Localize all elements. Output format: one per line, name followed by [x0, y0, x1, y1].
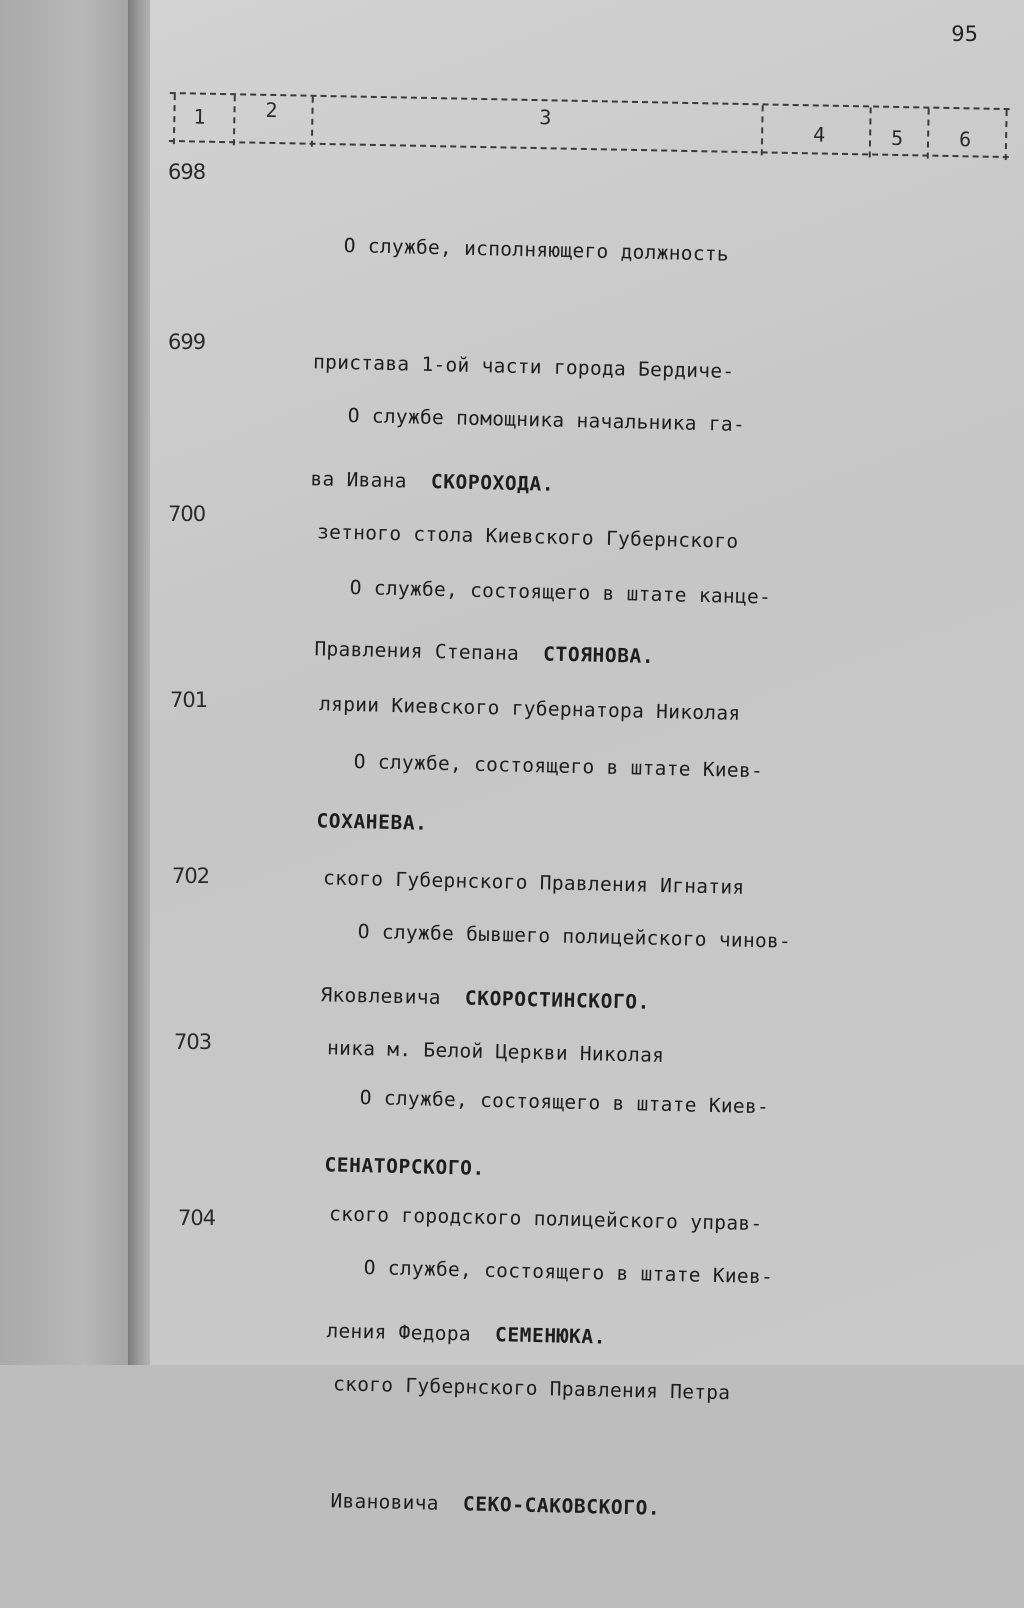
column-header-4: 4 — [812, 122, 826, 147]
entry-line: пристава 1-ой части города Бердиче- — [312, 350, 735, 383]
entry-line: Правления Степана — [314, 637, 532, 666]
entry-line: О службе, состоящего в штате Киев- — [363, 1255, 774, 1289]
entry-line: ника м. Белой Церкви Николая — [326, 1036, 665, 1067]
header-divider — [233, 95, 236, 145]
header-divider — [927, 109, 930, 159]
entry-line: зетного стола Киевского Губернского — [316, 520, 739, 553]
entry-line: О службе, исполняющего должность — [343, 233, 730, 266]
entry-surname: СЕКО-САКОВСКОГО. — [462, 1492, 661, 1520]
entry-number: 699 — [168, 330, 206, 354]
column-header-6: 6 — [958, 127, 972, 152]
entry-surname: СКОРОХОДА. — [430, 470, 555, 496]
entry-line: О службе, состоящего в штате Киев- — [359, 1085, 770, 1119]
entry-number: 700 — [168, 502, 206, 526]
header-divider — [173, 94, 176, 144]
entry-surname: СЕНАТОРСКОГО. — [324, 1153, 486, 1180]
entry-line: ского Губернского Правления Игнатия — [322, 866, 745, 899]
entry-line: ского городского полицейского управ- — [328, 1202, 763, 1236]
entry-number: 701 — [170, 688, 208, 712]
facing-page — [0, 0, 140, 1365]
entry-surname: СЕМЕНЮКА. — [494, 1323, 607, 1349]
entry-line: О службе помощника начальника га- — [347, 403, 746, 436]
entry-number: 702 — [172, 864, 210, 888]
entry-line: лярии Киевского губернатора Николая — [318, 692, 741, 725]
column-header-2: 2 — [265, 97, 278, 123]
faded-left-text — [6, 60, 19, 85]
entry-line: О службе, состоящего в штате Киев- — [353, 749, 764, 783]
page-number: 95 — [951, 22, 978, 46]
column-header-5: 5 — [890, 125, 904, 151]
entry-line: О службе бывшего полицейского чинов- — [357, 919, 792, 953]
column-header-1: 1 — [193, 104, 206, 129]
entry-number: 703 — [174, 1030, 212, 1054]
header-divider — [311, 97, 314, 147]
entry-line: ского Губернского Правления Петра — [332, 1372, 731, 1405]
entry-surname: СОХАНЕВА. — [316, 809, 428, 835]
header-divider — [869, 107, 872, 157]
entry-surname: СТОЯНОВА. — [542, 642, 655, 668]
entry-line: ва Ивана — [310, 467, 420, 493]
entry-surname: СКОРОСТИНСКОГО. — [464, 986, 651, 1014]
entry-line: О службе, состоящего в штате канце- — [349, 575, 772, 609]
header-divider — [761, 105, 764, 155]
entry-text — [330, 1170, 775, 1608]
entry-number: 704 — [178, 1206, 216, 1230]
entry-line: Яковлевича — [320, 983, 454, 1010]
column-header-3: 3 — [539, 105, 552, 130]
entry-line: Ивановича — [330, 1489, 452, 1516]
header-divider — [1005, 110, 1008, 160]
entry-line-with-surname — [330, 1481, 768, 1530]
entry-number: 698 — [168, 160, 206, 184]
entry-line: ления Федора — [326, 1319, 484, 1346]
